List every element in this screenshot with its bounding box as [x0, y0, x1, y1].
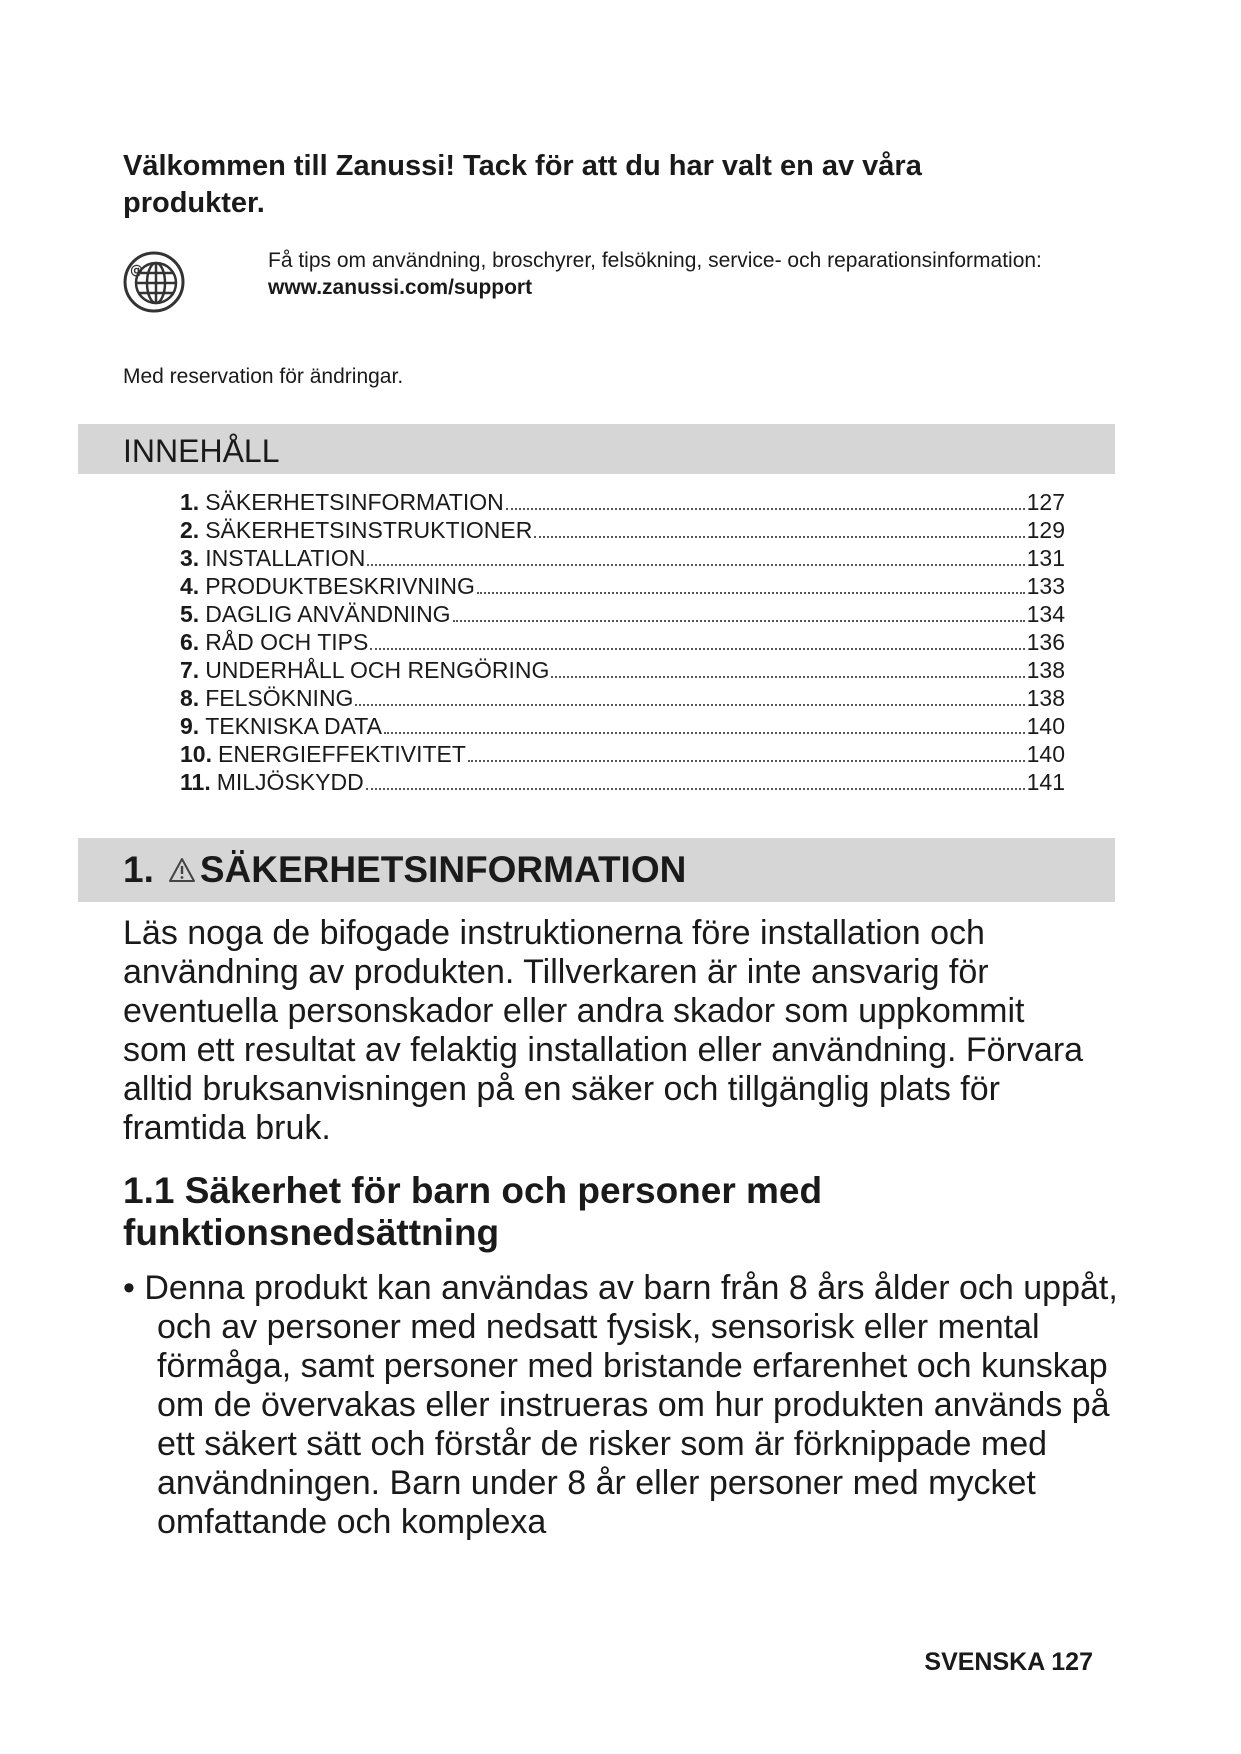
- toc-item-label: DAGLIG ANVÄNDNING: [205, 601, 451, 627]
- toc-item-number: 3.: [180, 545, 200, 571]
- toc-item-page: 127: [1026, 489, 1065, 515]
- toc-item-label: ENERGIEFFEKTIVITET: [217, 741, 466, 767]
- svg-text:@: @: [130, 263, 143, 278]
- toc-item-number: 2.: [180, 517, 200, 543]
- reservation-note: Med reservation för ändringar.: [123, 365, 404, 388]
- toc-item[interactable]: [180, 740, 1065, 768]
- toc-item-page: 133: [1026, 573, 1065, 599]
- toc-leader: [367, 564, 1024, 566]
- toc-item[interactable]: [180, 712, 1065, 740]
- bullet-mark: •: [123, 1269, 135, 1307]
- toc-item[interactable]: [180, 684, 1065, 712]
- toc-leader: [534, 536, 1024, 538]
- toc-leader: [477, 592, 1025, 594]
- support-url-link[interactable]: www.zanussi.com/support: [268, 276, 533, 299]
- toc-item-label: FELSÖKNING: [205, 685, 354, 711]
- bullet-text: Denna produkt kan användas av barn från 8 års ålder och uppåt, och av personer med nedsatt fysisk, sensorisk eller mental förmåga, samt personer med bristande erfarenhet och kunskap om de övervakas eller instrueras om hur produkten används på ett säkert sätt och förstår de risker som är förknippade med användningen. Barn under 8 år eller personer med mycket omfattande och komplexa: [144, 1269, 1118, 1541]
- toc-item-label: SÄKERHETSINSTRUKTIONER: [205, 517, 533, 543]
- toc-item[interactable]: [180, 600, 1065, 628]
- toc-leader: [506, 508, 1025, 510]
- toc-leader: [551, 676, 1024, 678]
- toc-item[interactable]: [180, 488, 1065, 516]
- toc-item-number: 7.: [180, 657, 200, 683]
- section-title-text: SÄKERHETSINFORMATION: [199, 849, 687, 890]
- toc-leader: [384, 732, 1025, 734]
- toc-item-number: 5.: [180, 601, 200, 627]
- toc-leader: [355, 704, 1024, 706]
- toc-item-label: INSTALLATION: [205, 545, 366, 571]
- warning-icon: [168, 857, 196, 883]
- toc-item-page: 129: [1026, 517, 1065, 543]
- toc-item-page: 134: [1026, 601, 1065, 627]
- section-header-bar: [78, 838, 1115, 902]
- toc-title: INNEHÅLL: [123, 433, 280, 469]
- toc-item-label: RÅD OCH TIPS: [205, 629, 369, 655]
- toc-item-page: 138: [1026, 685, 1065, 711]
- toc-item-label: TEKNISKA DATA: [205, 713, 382, 739]
- toc-item-page: 140: [1026, 741, 1065, 767]
- toc-item[interactable]: [180, 656, 1065, 684]
- toc-leader: [366, 788, 1025, 790]
- toc-item-number: 4.: [180, 573, 200, 599]
- toc-item-number: 9.: [180, 713, 200, 739]
- toc-item-page: 136: [1026, 629, 1065, 655]
- toc-item-page: 141: [1026, 769, 1065, 795]
- toc-leader: [468, 760, 1025, 762]
- toc-leader: [453, 620, 1025, 622]
- toc-item[interactable]: [180, 544, 1065, 572]
- footer-language: SVENSKA: [924, 1648, 1045, 1676]
- toc-item-number: 10.: [180, 741, 212, 767]
- bullet-list-item: [123, 1269, 1127, 1542]
- toc-item-number: 1.: [180, 489, 200, 515]
- toc-item[interactable]: [180, 628, 1065, 656]
- toc-item-label: UNDERHÅLL OCH RENGÖRING: [205, 657, 550, 683]
- section-title: [123, 849, 686, 891]
- toc-item-page: 138: [1026, 657, 1065, 683]
- section-body-text: Läs noga de bifogade instruktionerna före installation och användning av produkten. Tillverkaren är inte ansvarig för eventuella personskador eller andra skador som uppkommit som ett resultat av felaktig installation eller användning. Förvara alltid bruksanvisningen på en säker och tillgänglig plats för framtida bruk.: [123, 914, 1084, 1147]
- welcome-heading: Välkommen till Zanussi! Tack för att du har valt en av våra produkter.: [123, 150, 922, 219]
- toc-item-number: 11.: [180, 769, 211, 795]
- toc-leader: [370, 648, 1024, 650]
- toc-item-number: 6.: [180, 629, 200, 655]
- page-footer: [924, 1648, 1093, 1677]
- subsection-heading: 1.1 Säkerhet för barn och personer med funktionsnedsättning: [123, 1170, 823, 1253]
- footer-page-number: 127: [1051, 1648, 1093, 1676]
- toc-item-number: 8.: [180, 685, 200, 711]
- toc-item-label: SÄKERHETSINFORMATION: [205, 489, 504, 515]
- table-of-contents: [180, 488, 1065, 796]
- toc-item[interactable]: [180, 768, 1065, 796]
- support-info: [268, 247, 1042, 301]
- toc-item-page: 140: [1026, 713, 1065, 739]
- toc-item[interactable]: [180, 516, 1065, 544]
- section-number: 1.: [123, 849, 154, 890]
- toc-item-label: PRODUKTBESKRIVNING: [205, 573, 475, 599]
- globe-icon: [122, 250, 186, 314]
- toc-item-page: 131: [1026, 545, 1065, 571]
- toc-header-bar: [78, 424, 1115, 474]
- support-tips-text: Få tips om användning, broschyrer, felsökning, service- och reparationsinformation:: [268, 249, 1042, 272]
- toc-item-label: MILJÖSKYDD: [216, 769, 364, 795]
- toc-item[interactable]: [180, 572, 1065, 600]
